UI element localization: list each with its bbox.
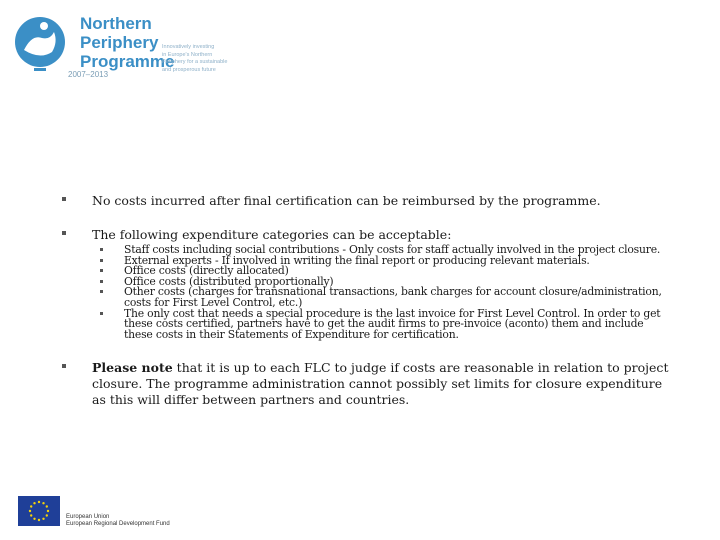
eu-star-icon	[47, 510, 49, 512]
sub-bullet-list	[62, 245, 672, 340]
eu-star-icon	[38, 519, 40, 521]
tagline-line: and prosperous future	[162, 66, 216, 73]
sub-bullet-item	[100, 287, 672, 308]
sub-bullet-square-icon	[100, 248, 103, 251]
bullet-text: that it is up to each FLC to judge if costs are reasonable in relation to project closure. The programme administration cannot possibly set limits for closure expenditure as this will differ between partners and countries.	[92, 360, 669, 408]
eu-star-icon	[30, 505, 32, 507]
eu-star-icon	[29, 510, 31, 512]
eu-star-icon	[42, 518, 44, 520]
eu-star-icon	[38, 501, 40, 503]
bullet-square-icon	[62, 231, 66, 235]
bullet-item	[62, 193, 672, 209]
northern-periphery-emblem-icon	[14, 12, 66, 82]
sub-bullet-square-icon	[100, 280, 103, 283]
sub-bullet-text: Office costs (directly allocated)	[124, 264, 289, 278]
programme-logo	[14, 12, 264, 84]
logo-title-line: Programme	[80, 52, 175, 71]
content-bullets	[62, 193, 672, 408]
sub-bullet-text: Other costs (charges for transnational transactions, bank charges for account closure/administration, costs for First Level Control, etc.)	[124, 285, 662, 309]
logo-years: 2007–2013	[68, 70, 109, 79]
sub-bullet-text: Office costs (distributed proportionally)	[124, 274, 334, 288]
sub-bullet-square-icon	[100, 290, 103, 293]
tagline-line: Periphery for a sustainable	[162, 59, 228, 65]
eu-footer-logo	[18, 496, 218, 536]
tagline-line: in Europe's Northern	[162, 51, 213, 58]
bullet-square-icon	[62, 197, 66, 201]
eu-star-icon	[30, 514, 32, 516]
logo-title	[80, 14, 174, 71]
eu-star-icon	[46, 514, 48, 516]
bullet-square-icon	[62, 364, 66, 368]
sub-bullet-square-icon	[100, 259, 103, 262]
tagline-line: Innovatively investing	[162, 44, 215, 50]
logo-tagline	[162, 44, 272, 74]
bullet-text: The following expenditure categories can be acceptable:	[92, 227, 452, 242]
sub-bullet-text: The only cost that needs a special procedure is the last invoice for First Level Control. In order to get these costs certified, partners have to get the audit firms to pre-invoice (aconto) them and include these costs in their Statements of Expenditure for certification.	[124, 306, 661, 341]
bullet-item	[62, 360, 672, 408]
sub-bullet-square-icon	[100, 312, 103, 315]
eu-fund-label	[66, 514, 170, 528]
bullet-text: No costs incurred after final certification can be reimbursed by the programme.	[92, 193, 601, 208]
eu-star-icon	[46, 505, 48, 507]
eu-text-line: European Union	[66, 514, 110, 520]
logo-title-line: Northern	[80, 14, 152, 33]
sub-bullet-item	[100, 306, 672, 341]
sub-bullet-square-icon	[100, 269, 103, 272]
eu-text-line: European Regional Development Fund	[66, 521, 170, 527]
eu-star-icon	[33, 502, 35, 504]
logo-title-line: Periphery	[80, 33, 159, 52]
sub-bullet-text: Staff costs including social contributions - Only costs for staff actually involved in the project closure.	[124, 243, 661, 256]
bullet-emphasis: Please note	[92, 360, 173, 376]
eu-flag-icon	[18, 496, 60, 526]
bullet-item	[62, 227, 672, 243]
eu-star-icon	[42, 502, 44, 504]
sub-bullet-text: External experts - If involved in writing the final report or producing relevant materials.	[124, 253, 590, 267]
eu-star-icon	[33, 518, 35, 520]
